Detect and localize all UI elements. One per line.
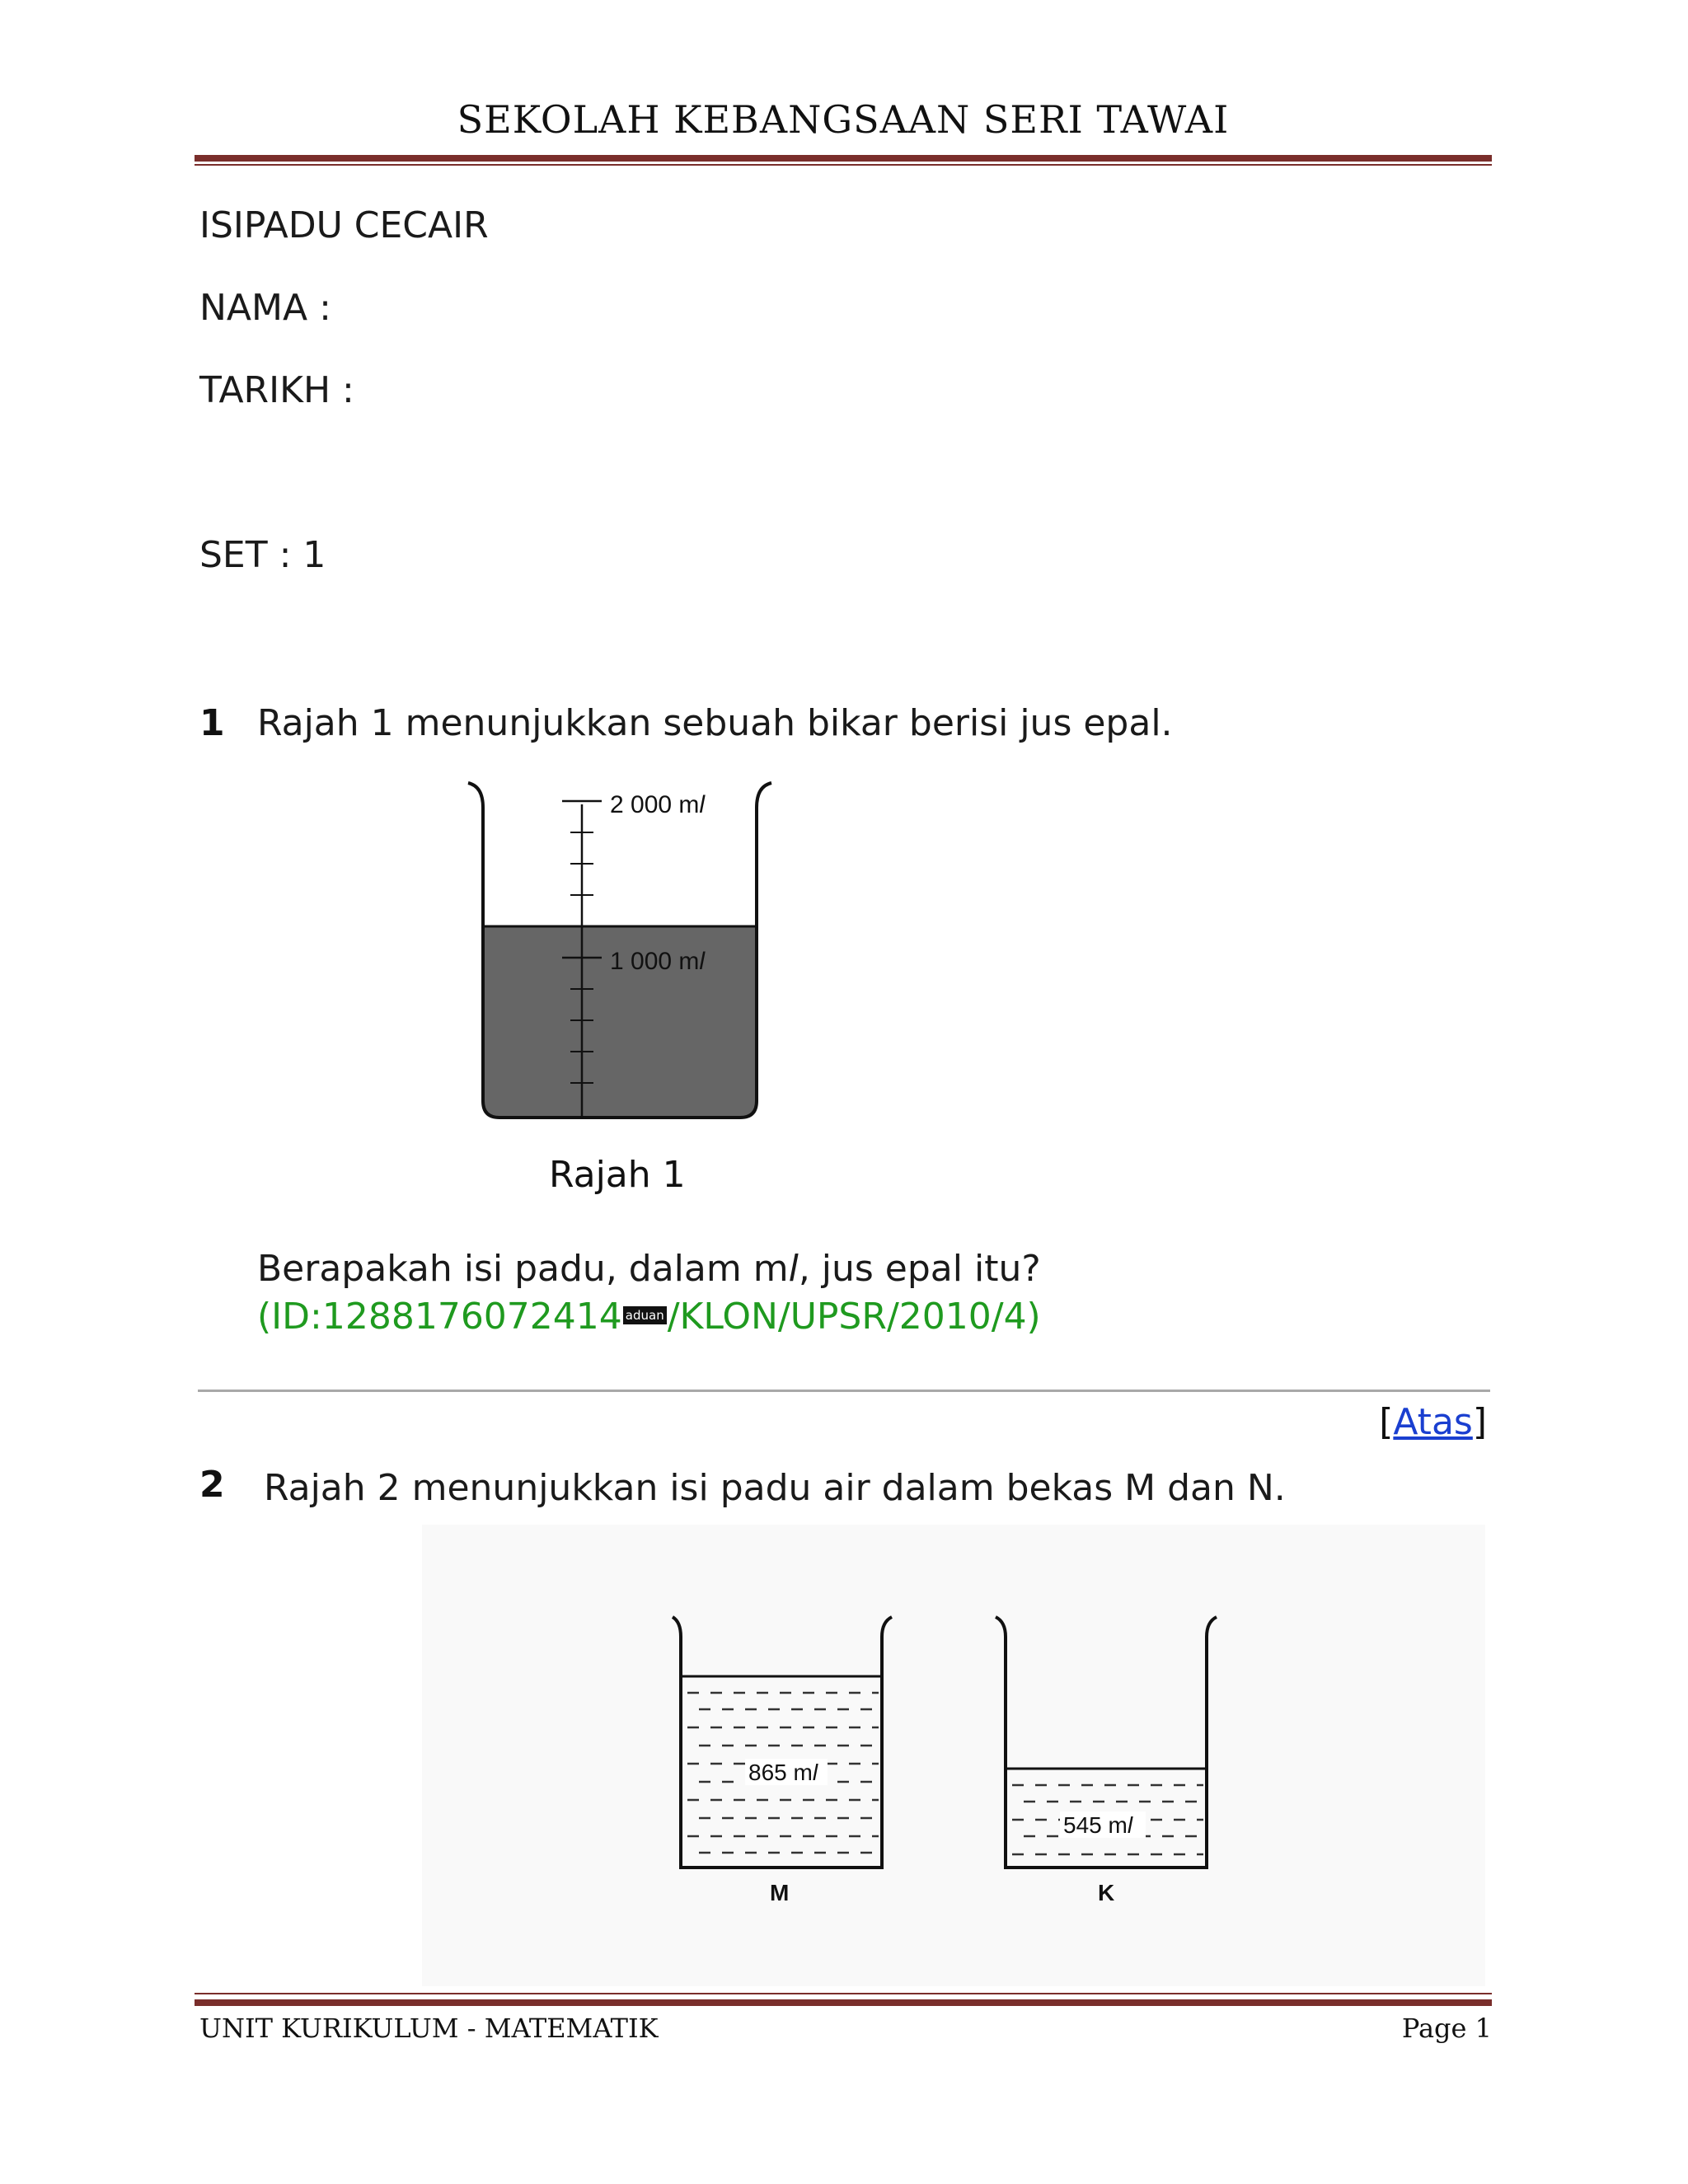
question-2-text: Rajah 2 menunjukkan isi padu air dalam bekas M dan N. xyxy=(264,1467,1286,1509)
header-rule-thick xyxy=(195,155,1492,162)
footer-rule-thin xyxy=(195,1993,1492,1994)
reference-id: (ID:1288176072414 xyxy=(257,1296,622,1338)
footer-unit: UNIT KURIKULUM - MATEMATIK xyxy=(199,2013,659,2044)
prompt-unit: l xyxy=(788,1248,799,1290)
bracket-close: ] xyxy=(1472,1401,1487,1443)
set-label: SET : 1 xyxy=(199,534,326,576)
figure-1-caption: Rajah 1 xyxy=(549,1154,686,1196)
prompt-text-end: , jus epal itu? xyxy=(798,1248,1041,1290)
container-k-volume: 545 ml xyxy=(1063,1812,1133,1838)
scale-label-mid: 1 000 ml xyxy=(610,948,706,975)
container-k xyxy=(996,1617,1217,1905)
container-m xyxy=(673,1617,892,1905)
question-1-prompt xyxy=(257,1248,1041,1290)
topic-title: ISIPADU CECAIR xyxy=(199,204,489,246)
header-rule-thin xyxy=(195,164,1492,166)
beaker-figure-1 xyxy=(462,771,783,1126)
footer-rule-thick xyxy=(195,1999,1492,2006)
question-2-number: 2 xyxy=(199,1464,225,1506)
question-1-text: Rajah 1 menunjukkan sebuah bikar berisi jus epal. xyxy=(257,702,1173,744)
question-1-reference xyxy=(257,1296,1041,1338)
container-m-volume: 865 ml xyxy=(748,1760,818,1785)
containers-figure-2 xyxy=(668,1612,1236,1909)
school-title: SEKOLAH KEBANGSAAN SERI TAWAI xyxy=(457,97,1230,142)
back-to-top xyxy=(1379,1401,1487,1443)
bracket-open: [ xyxy=(1379,1401,1394,1443)
scale-label-top: 2 000 ml xyxy=(610,791,706,818)
date-label: TARIKH : xyxy=(199,369,354,411)
report-badge[interactable]: aduan xyxy=(623,1306,667,1324)
question-1-number: 1 xyxy=(199,702,225,744)
section-divider xyxy=(198,1390,1490,1392)
container-m-label: M xyxy=(770,1880,790,1905)
prompt-text: Berapakah isi padu, dalam m xyxy=(257,1248,789,1290)
name-label: NAMA : xyxy=(199,287,331,329)
container-k-label: K xyxy=(1098,1880,1115,1905)
reference-suffix: /KLON/UPSR/2010/4) xyxy=(667,1296,1041,1338)
footer-page-number: Page 1 xyxy=(1401,2013,1492,2044)
back-to-top-link[interactable]: Atas xyxy=(1393,1401,1473,1443)
